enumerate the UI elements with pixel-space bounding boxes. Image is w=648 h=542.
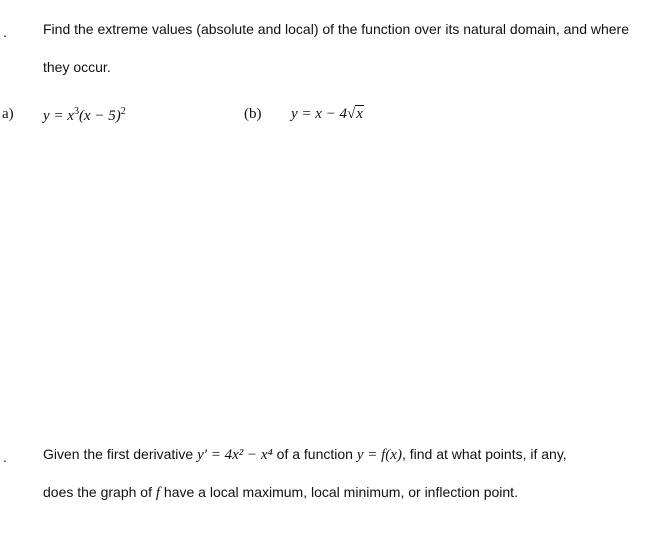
problem1-line1: Find the extreme values (absolute and local) of the function over its natural domain, and where [43, 21, 629, 37]
problem2-line1-mid: of a function [272, 446, 357, 462]
problem2-marker: . [3, 449, 7, 465]
part-a-lhs: y = x [43, 108, 74, 124]
part-a-exponent-2: 2 [120, 106, 126, 117]
function-formula: y = f(x) [356, 447, 402, 463]
problem2-line2-post: have a local maximum, local minimum, or inflection point. [160, 484, 518, 500]
part-b-lhs: y = x − 4 [291, 106, 348, 122]
part-a-factor: (x − 5) [78, 108, 121, 124]
problem1-marker: . [3, 24, 7, 40]
function-symbol: f [155, 485, 161, 501]
square-root-icon: √x [347, 106, 363, 122]
part-b-expression [291, 106, 364, 123]
problem2-line1-post: , find at what points, if any, [401, 446, 567, 462]
problem2-line2 [43, 484, 518, 502]
problem1-line2: they occur. [43, 59, 111, 75]
problem2-line2-pre: does the graph of [43, 484, 156, 500]
part-a-exponent-1: 3 [73, 106, 79, 117]
problem2-line1 [43, 446, 567, 464]
problem2-line1-pre: Given the first derivative [43, 446, 198, 462]
part-a-expression [43, 106, 126, 125]
derivative-formula: y′ = 4x² − x⁴ [197, 447, 273, 463]
part-a-label: a) [2, 106, 14, 122]
part-b-label: (b) [244, 106, 262, 122]
part-b-radicand: x [356, 106, 363, 122]
